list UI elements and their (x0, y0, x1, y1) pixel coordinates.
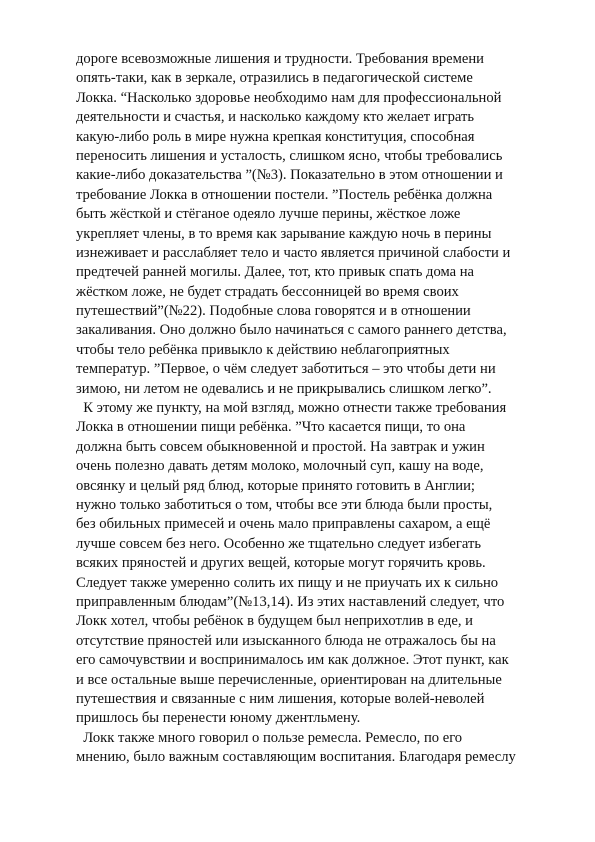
text-line: должна быть совсем обыкновенной и простой. На завтрак и ужин (76, 438, 485, 455)
text-line: нужно только заботиться о том, чтобы все эти блюда были просты, (76, 496, 493, 513)
text-line: и все остальные выше перечисленные, ориентирован на длительные (76, 671, 502, 688)
text-line: опять-таки, как в зеркале, отразились в педагогической системе (76, 70, 473, 87)
text-line: переносить лишения и усталость, слишком ясно, чтобы требовались (76, 147, 503, 164)
text-line: путешествий”(№22). Подобные слова говорятся и в отношении (76, 303, 471, 320)
text-line: какую-либо роль в мире нужна крепкая конституция, способная (76, 128, 475, 145)
body-text (76, 50, 546, 767)
text-line: температур. ”Первое, о чём следует заботиться – это чтобы дети ни (76, 361, 496, 378)
text-line: какие-либо доказательства ”(№3). Показательно в этом отношении и (76, 167, 503, 184)
text-line: мнению, было важным составляющим воспитания. Благодаря ремеслу (76, 749, 516, 766)
text-line: зимою, ни летом не одевались и не прикрывались слишком легко”. (76, 380, 492, 397)
text-line: лучше совсем без него. Особенно же тщательно следует избегать (76, 535, 482, 552)
text-line: чтобы тело ребёнка привыкло к действию неблагоприятных (76, 341, 450, 358)
text-line: Локка в отношении пищи ребёнка. ”Что касается пищи, то она (76, 419, 466, 436)
text-line: требование Локка в отношении постели. ”Постель ребёнка должна (76, 186, 493, 203)
text-line: путешествия и связанные с ним лишения, которые волей-неволей (76, 690, 485, 707)
text-line: пришлось бы перенести юному джентльмену. (76, 710, 361, 727)
text-line: овсянку и целый ряд блюд, которые принято готовить в Англии; (76, 477, 475, 494)
text-line: укрепляет члены, в то время как зарывание каждую ночь в перины (76, 225, 492, 242)
text-line: Локка. “Насколько здоровье необходимо нам для профессиональной (76, 89, 502, 106)
text-line: Следует также умеренно солить их пищу и не приучать их к сильно (76, 574, 499, 591)
text-line: Локк хотел, чтобы ребёнок в будущем был неприхотлив в еде, и (76, 613, 473, 630)
text-line: Локк также много говорил о пользе ремесла. Ремесло, по его (76, 729, 463, 746)
text-line: быть жёсткой и стёганое одеяло лучше перины, жёсткое ложе (76, 206, 461, 223)
text-line: жёстком ложе, не будет страдать бессонницей во время своих (76, 283, 459, 300)
text-line: приправленным блюдам”(№13,14). Из этих наставлений следует, что (76, 593, 505, 610)
text-line: без обильных примесей и очень мало приправлены сахаром, а ещё (76, 516, 491, 533)
text-line: очень полезно давать детям молоко, молочный суп, кашу на воде, (76, 458, 484, 475)
text-line: дороге всевозможные лишения и трудности. Требования времени (76, 51, 484, 67)
text-line: изнеживает и расслабляет тело и часто является причиной слабости и (76, 244, 511, 261)
text-line: деятельности и счастья, и насколько каждому кто желает играть (76, 109, 475, 126)
text-line: закаливания. Оно должно было начинаться с самого раннего детства, (76, 322, 507, 339)
text-line: К этому же пункту, на мой взгляд, можно отнести также требования (76, 400, 507, 417)
text-line: предтечей ранней могилы. Далее, тот, кто привык спать дома на (76, 264, 475, 281)
text-line: всяких пряностей и других вещей, которые могут горячить кровь. (76, 555, 486, 572)
text-line: отсутствие пряностей или изысканного блюда не отражалось бы на (76, 632, 496, 649)
text-line: его самочувствии и воспринималось им как должное. Этот пункт, как (76, 652, 509, 669)
